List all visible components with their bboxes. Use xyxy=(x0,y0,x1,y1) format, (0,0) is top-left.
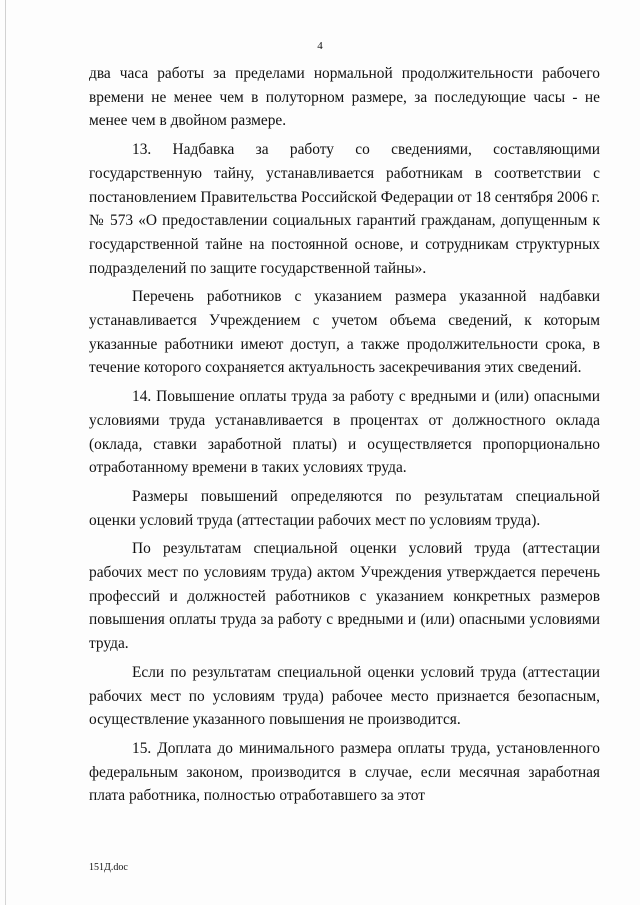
paragraph-assessment-results: По результатам специальной оценки условий труда (аттестации рабочих мест по условиям труда) актом Учреждения утверждается перечень профессий и должностей работников с указанием конкретных размеров повышения оплаты труда за работу с вредными и (или) опасными условиями труда. xyxy=(89,540,600,653)
paragraph-continuation: два часа работы за пределами нормальной продолжительности рабочего времени не менее чем в полуторном размере, за последующие часы - не менее чем в двойном размере. xyxy=(89,65,600,130)
footer-filename: 151Д.doc xyxy=(89,862,128,873)
paragraph-safe-workplace: Если по результатам специальной оценки условий труда (аттестации рабочих мест по условиям труда) рабочее место признается безопасным, осуществление указанного повышения не производится. xyxy=(89,663,600,729)
paragraph-13-secret-allowance: 13. Надбавка за работу со сведениями, составляющими государственную тайну, устанавливается работникам в соответствии с постановлением Правительства Российской Федерации от 18 сентября 2006 г. № 573 «О предоставлении социальных гарантий гражданам, допущенным к государственной тайне на постоянной основе, и сотрудникам структурных подразделений по защите государственной тайны». xyxy=(89,141,600,277)
paragraph-14-hazardous-pay: 14. Повышение оплаты труда за работу с вредными и (или) опасными условиями труда устанавливается в процентах от должностного оклада (оклада, ставки заработной платы) и осуществляется пропорционально отработанному времени в таких условиях труда. xyxy=(89,388,600,477)
paragraph-increase-sizes: Размеры повышений определяются по результатам специальной оценки условий труда (аттестации рабочих мест по условиям труда). xyxy=(89,487,600,529)
page-number: 4 xyxy=(317,40,323,52)
scan-edge xyxy=(5,0,6,905)
document-body xyxy=(89,62,600,813)
paragraph-15-minimum-wage: 15. Доплата до минимального размера оплаты труда, установленного федеральным законом, производится в случае, если месячная заработная плата работника, полностью отработавшего за этот xyxy=(89,739,600,805)
paragraph-allowance-list: Перечень работников с указанием размера указанной надбавки устанавливается Учреждением с учетом объема сведений, к которым указанные работники имеют доступ, а также продолжительности срока, в течение которого сохраняется актуальность засекречивания этих сведений. xyxy=(89,288,600,377)
